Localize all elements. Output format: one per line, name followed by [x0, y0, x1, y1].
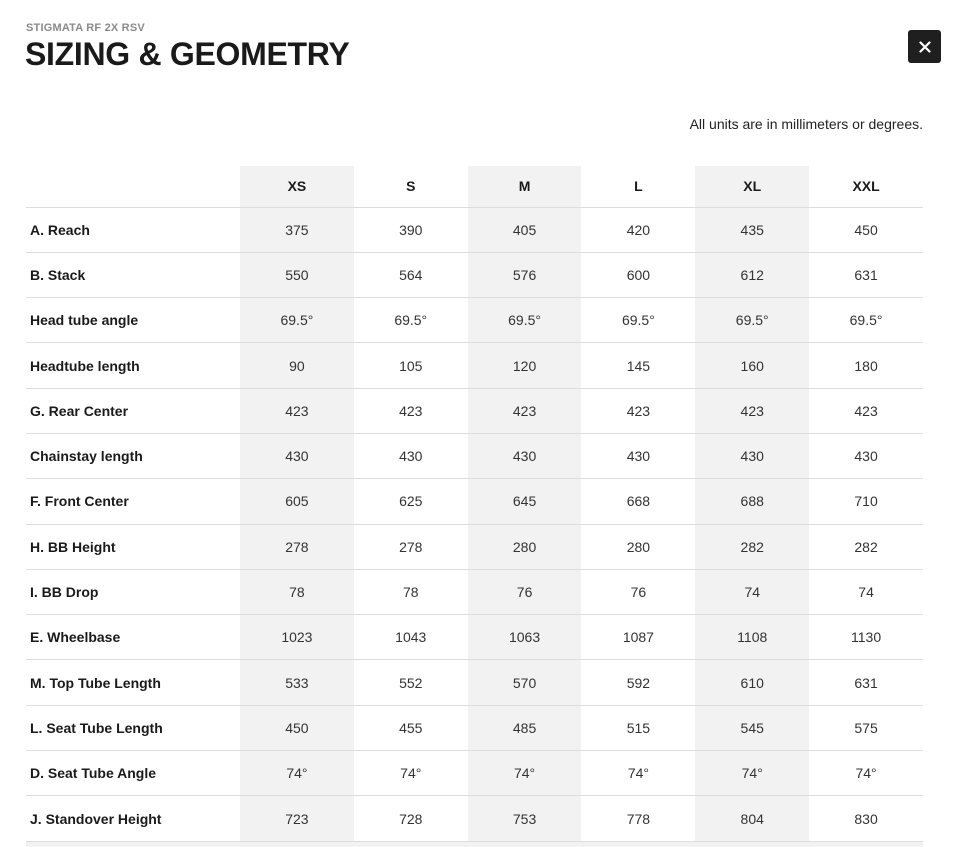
table-row	[26, 660, 923, 705]
value-cell: 605	[240, 479, 354, 524]
value-cell: 74	[695, 569, 809, 614]
row-label: D. Seat Tube Angle	[26, 751, 240, 796]
value-cell: 830	[809, 796, 923, 841]
value-cell: 74°	[468, 751, 582, 796]
value-cell: 575	[809, 705, 923, 750]
value-cell: 533	[240, 660, 354, 705]
value-cell: 631	[809, 252, 923, 297]
value-cell: 668	[581, 479, 695, 524]
close-button[interactable]	[908, 30, 941, 63]
row-label: H. BB Height	[26, 524, 240, 569]
value-cell: 804	[695, 796, 809, 841]
size-header-s: S	[354, 166, 468, 207]
value-cell: 423	[581, 388, 695, 433]
value-cell: 74°	[354, 751, 468, 796]
value-cell: 69.5°	[809, 298, 923, 343]
value-cell: 74	[809, 569, 923, 614]
size-header-xs: XS	[240, 166, 354, 207]
row-label: B. Stack	[26, 252, 240, 297]
value-cell: 78	[240, 569, 354, 614]
value-cell: 423	[809, 388, 923, 433]
value-cell: 423	[240, 388, 354, 433]
value-cell: 450	[809, 207, 923, 252]
value-cell: 375	[240, 207, 354, 252]
value-cell: 723	[240, 796, 354, 841]
value-cell: 728	[354, 796, 468, 841]
row-label: I. BB Drop	[26, 569, 240, 614]
value-cell: 90	[240, 343, 354, 388]
value-cell: 1063	[468, 615, 582, 660]
value-cell: 69.5°	[468, 298, 582, 343]
value-cell: 455	[354, 705, 468, 750]
value-cell: 280	[581, 524, 695, 569]
value-cell: 282	[695, 524, 809, 569]
value-cell: 450	[240, 705, 354, 750]
value-cell: 390	[354, 207, 468, 252]
table-row	[26, 796, 923, 841]
value-cell: 69.5°	[581, 298, 695, 343]
value-cell: 688	[695, 479, 809, 524]
value-cell: 576	[468, 252, 582, 297]
table-row	[26, 751, 923, 796]
row-label: E. Wheelbase	[26, 615, 240, 660]
row-label: L. Seat Tube Length	[26, 705, 240, 750]
value-cell: 74°	[695, 751, 809, 796]
value-cell: 280	[468, 524, 582, 569]
row-label: Headtube length	[26, 343, 240, 388]
value-cell: 545	[695, 705, 809, 750]
product-name: STIGMATA RF 2X RSV	[26, 22, 145, 34]
size-header-xxl: XXL	[809, 166, 923, 207]
row-label: J. Standover Height	[26, 796, 240, 841]
row-label: G. Rear Center	[26, 388, 240, 433]
value-cell: 180	[809, 343, 923, 388]
value-cell: 430	[468, 433, 582, 478]
value-cell: 74°	[240, 751, 354, 796]
value-cell: 423	[468, 388, 582, 433]
value-cell: 69.5°	[240, 298, 354, 343]
row-label: Chainstay length	[26, 433, 240, 478]
size-header-row	[26, 166, 923, 207]
geometry-table	[26, 166, 923, 842]
value-cell: 76	[468, 569, 582, 614]
value-cell: 612	[695, 252, 809, 297]
table-row	[26, 388, 923, 433]
modal-title: SIZING & GEOMETRY	[25, 36, 350, 72]
value-cell: 282	[809, 524, 923, 569]
value-cell: 430	[581, 433, 695, 478]
value-cell: 645	[468, 479, 582, 524]
table-row	[26, 705, 923, 750]
value-cell: 69.5°	[354, 298, 468, 343]
row-label: A. Reach	[26, 207, 240, 252]
table-row	[26, 479, 923, 524]
value-cell: 631	[809, 660, 923, 705]
value-cell: 552	[354, 660, 468, 705]
value-cell: 515	[581, 705, 695, 750]
value-cell: 145	[581, 343, 695, 388]
row-label: F. Front Center	[26, 479, 240, 524]
value-cell: 1023	[240, 615, 354, 660]
value-cell: 76	[581, 569, 695, 614]
value-cell: 1087	[581, 615, 695, 660]
value-cell: 120	[468, 343, 582, 388]
value-cell: 278	[240, 524, 354, 569]
value-cell: 1130	[809, 615, 923, 660]
value-cell: 625	[354, 479, 468, 524]
table-row	[26, 343, 923, 388]
value-cell: 710	[809, 479, 923, 524]
size-header-xl: XL	[695, 166, 809, 207]
value-cell: 423	[354, 388, 468, 433]
size-header-m: M	[468, 166, 582, 207]
value-cell: 610	[695, 660, 809, 705]
table-row	[26, 298, 923, 343]
value-cell: 435	[695, 207, 809, 252]
row-label: M. Top Tube Length	[26, 660, 240, 705]
units-note: All units are in millimeters or degrees.	[689, 116, 923, 132]
value-cell: 420	[581, 207, 695, 252]
value-cell: 430	[354, 433, 468, 478]
value-cell: 105	[354, 343, 468, 388]
table-row	[26, 615, 923, 660]
value-cell: 78	[354, 569, 468, 614]
table-row	[26, 433, 923, 478]
table-bottom-edge	[26, 842, 923, 847]
table-row	[26, 569, 923, 614]
value-cell: 405	[468, 207, 582, 252]
size-header-l: L	[581, 166, 695, 207]
value-cell: 550	[240, 252, 354, 297]
value-cell: 778	[581, 796, 695, 841]
table-row	[26, 252, 923, 297]
table-row	[26, 524, 923, 569]
row-label: Head tube angle	[26, 298, 240, 343]
value-cell: 74°	[809, 751, 923, 796]
value-cell: 564	[354, 252, 468, 297]
value-cell: 430	[240, 433, 354, 478]
value-cell: 1108	[695, 615, 809, 660]
value-cell: 1043	[354, 615, 468, 660]
value-cell: 600	[581, 252, 695, 297]
value-cell: 160	[695, 343, 809, 388]
value-cell: 69.5°	[695, 298, 809, 343]
value-cell: 430	[809, 433, 923, 478]
value-cell: 592	[581, 660, 695, 705]
close-icon	[919, 41, 931, 53]
value-cell: 753	[468, 796, 582, 841]
value-cell: 278	[354, 524, 468, 569]
value-cell: 74°	[581, 751, 695, 796]
value-cell: 430	[695, 433, 809, 478]
header-corner	[26, 166, 240, 207]
value-cell: 485	[468, 705, 582, 750]
table-row	[26, 207, 923, 252]
value-cell: 423	[695, 388, 809, 433]
value-cell: 570	[468, 660, 582, 705]
